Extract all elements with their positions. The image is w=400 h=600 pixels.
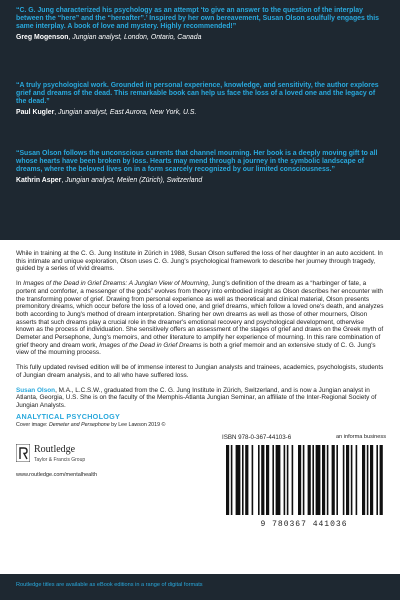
endorser-role: Jungian analyst, East Aurora, New York, U.S. [58,108,197,116]
endorsement-2: “A truly psychological work. Grounded in personal experience, knowledge, and sensitivity, the author explores grief and dreams of the dead. This remarkable book can help us face the loss of a loved one and the legacy of the dead.” Paul Kugler, Jungian analyst, East Aurora, New York, U.S. [16,82,384,117]
author-bio: Susan Olson, M.A., L.C.S.W., graduated from the C. G. Jung Institute in Zürich, Switzerland, and is now a Jungian analyst in Atlanta, Georgia, U.S. She is on the faculty of the Memphis-Atlanta Jungian Seminar, an affiliate of the Inter-Regional Society of Jungian Analysts. [16,386,377,409]
endorsements-panel [0,0,400,240]
publisher-url: www.routledge.com/mentalhealth [16,472,98,478]
blurb-paragraph-3: This fully updated revised edition will be of immense interest to Jungian analysts and trainees, academics, psychologists, students of Jungian dream analysis, and to all who have suffered loss. [16,364,384,379]
subject-category: ANALYTICAL PSYCHOLOGY [16,412,121,421]
ebook-notice: Routledge titles are available as eBook editions in a range of digital formats [16,582,203,588]
endorsement-1: “C. G. Jung characterized his psychology as an attempt ‘to give an answer to the question of the interplay between the “here” and the “hereafter”.’ Inspired by her own bereavement, Susan Olson soulfully engages this same interplay. A book of love and mystery. Highly recommended!” Greg Mogenson, Jungian analyst, London, Ontario, Canada [16,7,384,42]
publisher-name: Routledge [34,444,76,455]
blurb-paragraph-1: While in training at the C. G. Jung Institute in Zürich in 1988, Susan Olson suffered the loss of her daughter in an auto accident. In this intimate and unique exploration, Olson uses C. G. Jung's psychological framework to describe her journey through tragedy, guided by a series of vivid dreams. [16,250,383,273]
blurb [16,250,384,417]
book-title-short: Images of the Dead in Grief Dreams [99,341,202,349]
author-name: Susan Olson [16,386,56,394]
publisher-group: Taylor & Francis Group [34,457,86,463]
informa-brand: an informa business [335,434,386,440]
endorser-role: Jungian analyst, Meilen (Zürich), Switzerland [65,176,203,184]
endorser-name: Greg Mogenson [16,33,69,41]
endorsement-text: “A truly psychological work. Grounded in personal experience, knowledge, and sensitivity, the author explores grief and dreams of the dead. This remarkable book can help us face the loss of a loved one and the legacy of the dead.” [16,82,379,106]
publisher-logo [16,442,106,472]
cover-credit: Cover image: Demeter and Persephone by Lee Lawson 2019 © [16,422,166,428]
endorser-name: Paul Kugler [16,108,55,116]
barcode-icon [222,443,386,518]
endorsement-text: “C. G. Jung characterized his psychology as an attempt ‘to give an answer to the question of the interplay between the “here” and the “hereafter”.’ Inspired by her own bereavement, Susan Olson soulfully engages this same interplay. A book of love and mystery. Highly recommended!” [16,7,379,31]
endorsement-text: “Susan Olson follows the unconscious currents that channel mourning. Her book is a deeply moving gift to all whose hearts have been broken by loss. Hearts may mend through a journey in the symbolic landscape of dreams, where the beloved lives on in a form scarcely recognized by our limited consciousness.” [16,150,378,174]
barcode-digits: 9 780367 441036 [260,520,348,529]
endorser-role: Jungian analyst, London, Ontario, Canada [72,33,202,41]
endorser-name: Kathrin Asper [16,176,62,184]
blurb-paragraph-2: In Images of the Dead in Grief Dreams: A Jungian View of Mourning, Jung's definition of the dream as a “harbinger of fate, a portent and comforter, a messenger of the gods” evolves from theory into embodied insight as Olson describes her encounter with the transforming power of grief. Drawing from personal experience as well as theoretical and clinical material, Olson presents premonitory dreams, which occur before the loss of a loved one, and grief dreams, which follow a loved one's death, and analyzes both according to Jung's method of dream interpretation. Sharing her own dreams as well as those of other mourners, Olson asserts that such dreams play a crucial role in the dreamer's emotional recovery and psychological development, otherwise known as the process of individuation. She sensitively offers an assessment of the stages of grief and draws on the Greek myth of Demeter and Persephone, Jung's memoirs, and other literature to amplify her experience of mourning. In this rare combination of grief theory and dream work, Images of the Dead in Grief Dreams is both a grief memoir and an extensive study of C. G. Jung's view of the mourning process. [16,280,384,357]
routledge-logo-icon [16,444,30,462]
book-title: Images of the Dead in Grief Dreams: A Jungian View of Mourning [23,280,208,288]
endorsement-3: “Susan Olson follows the unconscious currents that channel mourning. Her book is a deeply moving gift to all whose hearts have been broken by loss. Hearts may mend through a journey in the symbolic landscape of dreams, where the beloved lives on in a form scarcely recognized by our limited consciousness.” Kathrin Asper, Jungian analyst, Meilen (Zürich), Switzerland [16,150,384,185]
footer-band [0,574,400,600]
isbn-label: ISBN 978-0-367-44103-6 [222,434,292,441]
